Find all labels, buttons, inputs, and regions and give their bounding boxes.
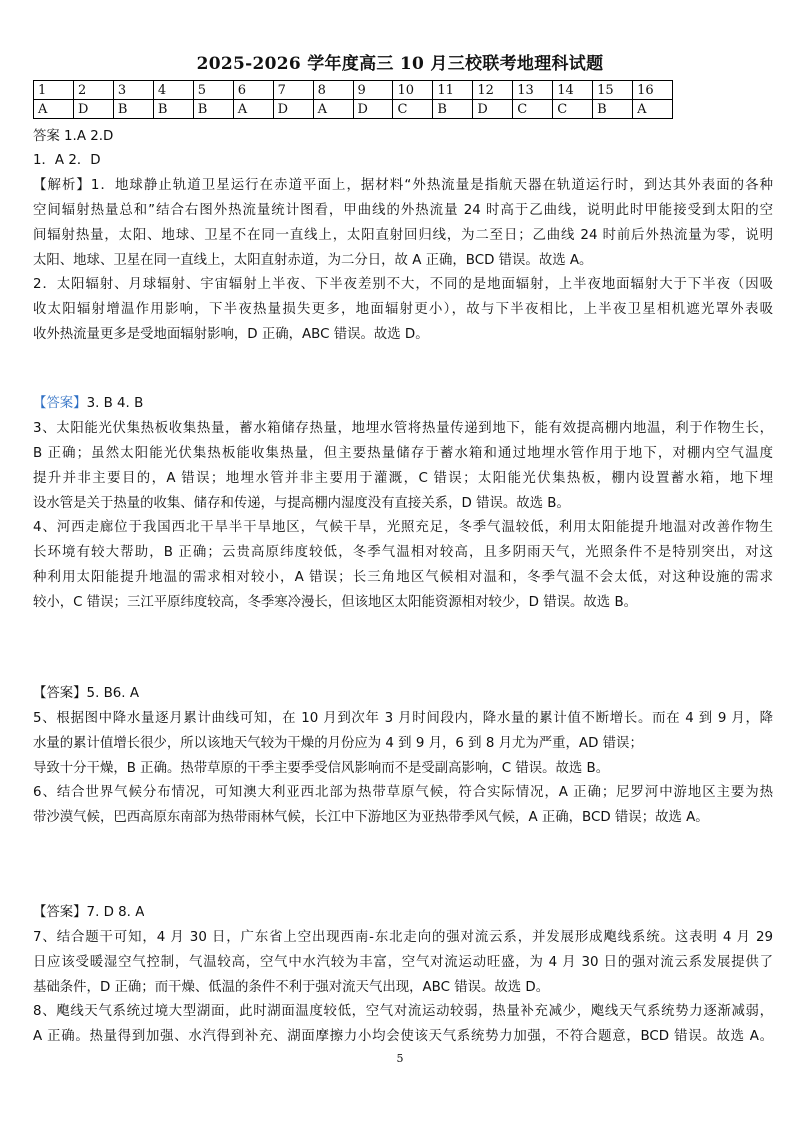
analysis-line: 2．太阳辐射、月球辐射、宇宙辐射上半夜、下半夜差别不大，不同的是地面辐射，上半夜地面辐射大于下半夜（因吸	[33, 277, 773, 292]
answer-cell: C	[393, 100, 433, 119]
answer-cell: D	[353, 100, 393, 119]
analysis-line: 4、河西走廊位于我国西北干旱半干旱地区，气候干旱，光照充足，冬季气温较低，利用太阳能提升地温对改善作物生	[33, 520, 773, 535]
analysis-line: 3、太阳能光伏集热板收集热量，蓄水箱储存热量，地埋水管将热量传递到地下，能有效提高棚内地温，利于作物生长，	[33, 421, 773, 436]
question-number-cell: 4	[153, 81, 193, 100]
analysis-line: 带沙漠气候，巴西高原东南部为热带雨林气候，长江中下游地区为亚热带季风气候，A 正确，BCD 错误；故选 A。	[33, 810, 709, 825]
question-number-cell: 10	[393, 81, 433, 100]
question-number-cell: 3	[113, 81, 153, 100]
page-title: 2025-2026 学年度高三 10 月三校联考地理科试题	[196, 54, 604, 74]
analysis-line: 导致十分干燥，B 正确。热带草原的干季主要季受信风影响而不是受副高影响，C 错误。故选 B。	[33, 761, 610, 776]
answer-table-number-row	[34, 81, 673, 100]
answer-table	[33, 80, 673, 119]
answer-values: 3. B 4. B	[86, 396, 144, 411]
page-number: 5	[396, 1052, 404, 1065]
analysis-line: 间辐射热量，太阳、地球、卫星不在同一直线上，太阳直射回归线，为二至日；乙曲线 24 时前后外热流量为零，说明	[33, 228, 773, 243]
analysis-line: 6、结合世界气候分布情况，可知澳大利亚西北部为热带草原气候，符合实际情况，A 正确；尼罗河中游地区主要为热	[33, 785, 773, 800]
answer-line-7-8: 【答案】7. D 8. A	[33, 905, 145, 920]
question-number-cell: 2	[73, 81, 113, 100]
answer-cell: A	[233, 100, 273, 119]
answer-line-1-2: 答案 1.A 2.D	[33, 129, 114, 144]
analysis-line: 收太阳辐射增温作用影响，下半夜热量损失更多，地面辐射更小），故与下半夜相比，上半夜卫星相机遮光罩外表吸	[33, 302, 773, 317]
answer-line-3-4	[33, 395, 143, 413]
question-number-cell: 13	[513, 81, 553, 100]
analysis-line: 水量的累计值增长很少，所以该地天气较为干燥的月份应为 4 到 9 月，6 到 8 月尤为严重，AD 错误；	[33, 736, 643, 751]
answer-cell: B	[593, 100, 633, 119]
analysis-line: 8、飑线天气系统过境大型湖面，此时湖面温度较低，空气对流运动较弱，热量补充减少，飑线天气系统势力逐渐减弱，	[33, 1004, 773, 1019]
answer-cell: B	[433, 100, 473, 119]
answer-table-answer-row	[34, 100, 673, 119]
answer-cell: A	[34, 100, 74, 119]
question-number-cell: 15	[593, 81, 633, 100]
answer-cell: C	[513, 100, 553, 119]
analysis-line: 长环境有较大帮助，B 正确；云贵高原纬度较低，冬季气温相对较高，且多阴雨天气，光照条件不是特别突出，对这	[33, 545, 773, 560]
analysis-line: 提升并非主要目的，A 错误；地埋水管并非主要用于灌溉，C 错误；太阳能光伏集热板，棚内设置蓄水箱，地下埋	[33, 471, 773, 486]
question-number-cell: 8	[313, 81, 353, 100]
answer-cell: D	[473, 100, 513, 119]
answer-cell: B	[193, 100, 233, 119]
question-number-cell: 9	[353, 81, 393, 100]
analysis-line: 种利用太阳能提升地温的需求相对较小，A 错误；长三角地区气候相对温和，冬季气温不会太低，对这种设施的需求	[33, 570, 773, 585]
answer-cell: D	[273, 100, 313, 119]
analysis-line: 日应该受暖湿空气控制，气温较高，空气中水汽较为丰富，空气对流运动旺盛，为 4 月 30 日的强对流云系发展提供了	[33, 955, 773, 970]
answer-cell: B	[153, 100, 193, 119]
answer-cell: A	[313, 100, 353, 119]
question-number-cell: 5	[193, 81, 233, 100]
analysis-line: 基础条件，D 正确；而干燥、低温的条件不利于强对流天气出现，ABC 错误。故选 D。	[33, 980, 550, 995]
analysis-line: A 正确。热量得到加强、水汽得到补充、湖面摩擦力小均会使该天气系统势力加强，不符合题意，BCD 错误。故选 A。	[33, 1029, 773, 1044]
analysis-line: 较小，C 错误；三江平原纬度较高，冬季寒冷漫长，但该地区太阳能资源相对较少，D 错误。故选 B。	[33, 595, 638, 610]
question-number-cell: 7	[273, 81, 313, 100]
analysis-line: 7、结合题干可知，4 月 30 日，广东省上空出现西南-东北走向的强对流云系，并发展形成飑线系统。这表明 4 月 29	[33, 930, 773, 945]
answer-label: 【答案】	[33, 396, 87, 411]
analysis-line: 空间辐射热量总和”结合右图外热流量统计图看，甲曲线的外热流量 24 时高于乙曲线，说明此时甲能接受到太阳的空	[33, 203, 773, 218]
analysis-line: B 正确；虽然太阳能光伏集热板能收集热量，但主要热量储存于蓄水箱和通过地埋水管作用于地下，对棚内空气温度	[33, 446, 773, 461]
question-number-cell: 11	[433, 81, 473, 100]
analysis-line: 太阳、地球、卫星在同一直线上，太阳直射赤道，为二分日，故 A 正确，BCD 错误。故选 A。	[33, 253, 593, 268]
analysis-line: 设水管是关于热量的收集、储存和传递，与提高棚内湿度没有直接关系，D 错误。故选 B。	[33, 496, 570, 511]
answer-line-5-6: 【答案】5. B6. A	[33, 686, 139, 701]
question-number-cell: 1	[34, 81, 74, 100]
question-number-cell: 6	[233, 81, 273, 100]
question-number-cell: 14	[553, 81, 593, 100]
question-number-cell: 12	[473, 81, 513, 100]
answer-cell: A	[633, 100, 673, 119]
answer-cell: D	[73, 100, 113, 119]
analysis-line: 【解析】1．地球静止轨道卫星运行在赤道平面上，据材料“外热流量是指航天器在轨道运行时，到达其外表面的各种	[33, 178, 773, 193]
answer-cell: B	[113, 100, 153, 119]
answer-cell: C	[553, 100, 593, 119]
analysis-line: 5、根据图中降水量逐月累计曲线可知，在 10 月到次年 3 月时间段内，降水量的累计值不断增长。而在 4 到 9 月，降	[33, 711, 773, 726]
question-number-cell: 16	[633, 81, 673, 100]
answer-line-1-2-alt: 1．A 2．D	[33, 153, 101, 168]
analysis-line: 收外热流量更多是受地面辐射影响，D 正确，ABC 错误。故选 D。	[33, 327, 429, 342]
